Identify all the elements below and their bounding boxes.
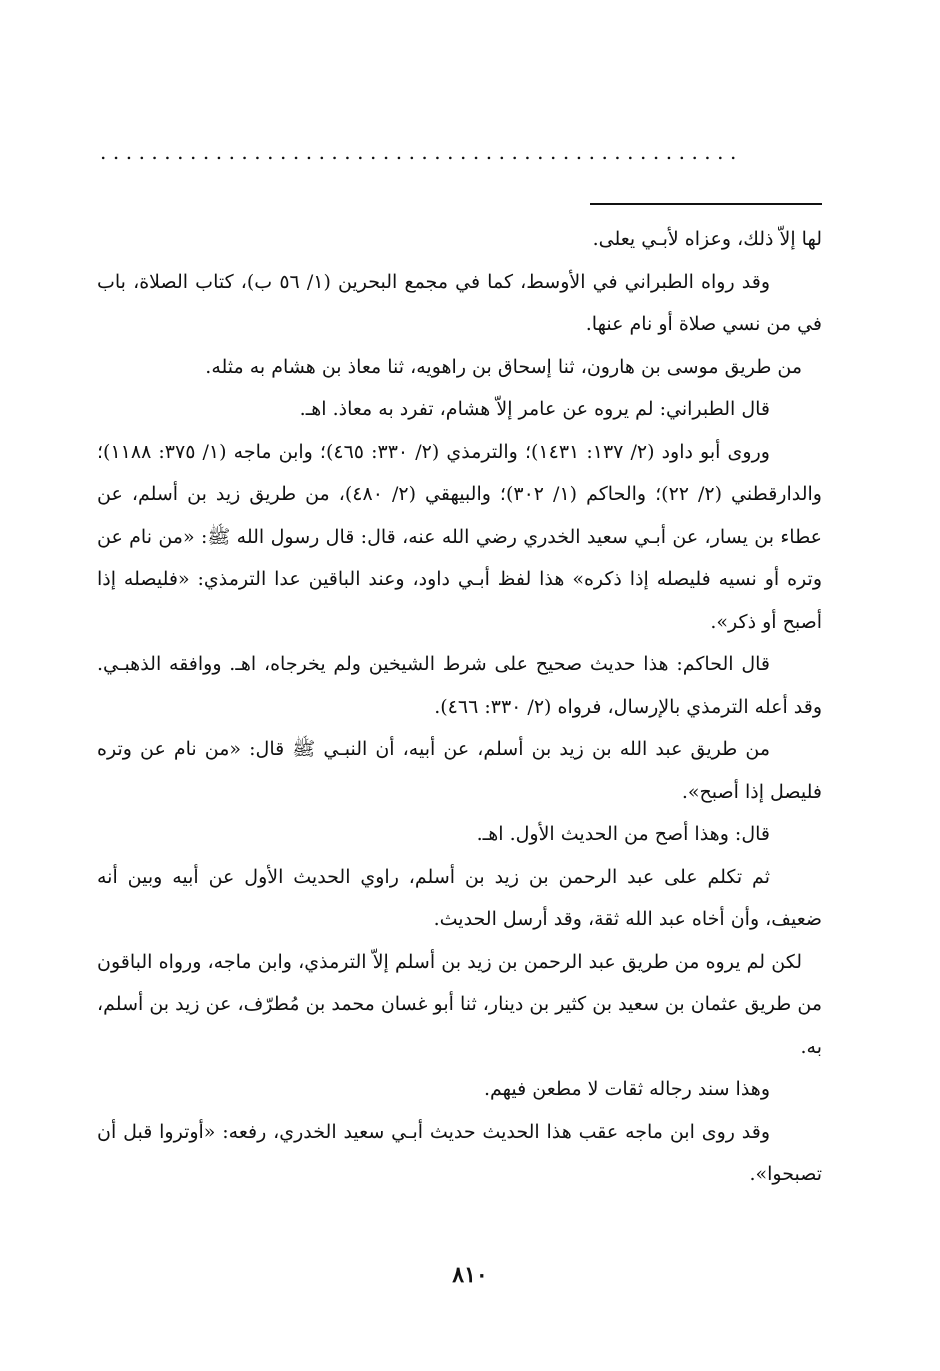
paragraph: ثم تكلم على عبد الرحمن بن زيد بن أسلم، راوي الحديث الأول عن أبيه وبين أنه ضعيف، وأن أخاه عبد الله ثقة، وقد أرسل الحديث. — [97, 865, 822, 930]
paragraph: وقد رواه الطبراني في الأوسط، كما في مجمع البحرين (١/ ٥٦ ب)، كتاب الصلاة، باب في من نسي صلاة أو نام عنها. — [97, 270, 822, 335]
paragraph: وروى أبو داود (٢/ ١٣٧: ١٤٣١)؛ والترمذي (٢/ ٣٣٠: ٤٦٥)؛ وابن ماجه (١/ ٣٧٥: ١١٨٨)؛ والدارقطني (٢/ ٢٢)؛ والحاكم (١/ ٣٠٢)؛ والبيهقي (٢/ ٤٨٠)، من طريق زيد بن أسلم، عن عطاء بن يسار، عن أبـي سعيد الخدري رضي الله عنه، قال: قال رسول الله ﷺ: «من نام عن وتره أو نسيه فليصله إذا ذكره» هذا لفظ أبـي داود، وعند الباقين عدا الترمذي: «فليصله إذا أصبح أو ذكر». — [97, 440, 822, 633]
footnote-rule — [590, 203, 822, 205]
page-number: ٨١٠ — [452, 1262, 488, 1288]
paragraph: من طريق عبد الله بن زيد بن أسلم، عن أبيه، أن النبـي ﷺ قال: «من نام عن وتره فليصل إذا أصبح». — [97, 738, 822, 803]
paragraph: قال: وهذا أصح من الحديث الأول. اهـ. — [476, 823, 770, 845]
paragraph: وقد روى ابن ماجه عقب هذا الحديث حديث أبـي سعيد الخدري، رفعه: «أوتروا قبل أن تصبحوا». — [97, 1120, 822, 1185]
paragraph: من طريق موسى بن هارون، ثنا إسحاق بن راهويه، ثنا معاذ بن هشام به مثله. — [205, 355, 802, 378]
paragraph: وهذا سند رجاله ثقات لا مطعن فيهم. — [483, 1078, 770, 1100]
dotted-separator: .................................................. — [100, 142, 743, 162]
paragraph: قال الطبراني: لم يروه عن عامر إلاّ هشام، تفرد به معاذ. اهـ. — [299, 398, 770, 420]
footnote-text — [97, 218, 822, 1196]
paragraph: قال الحاكم: هذا حديث صحيح على شرط الشيخين ولم يخرجاه، اهـ. ووافقه الذهبـي. وقد أعله الترمذي بالإرسال، فرواه (٢/ ٣٣٠: ٤٦٦). — [97, 653, 822, 718]
paragraph: لها إلاّ ذلك، وعزاه لأبـي يعلى. — [592, 228, 822, 250]
paragraph: لكن لم يروه من طريق عبد الرحمن بن زيد بن أسلم إلاّ الترمذي، وابن ماجه، ورواه الباقون من طريق عثمان بن سعيد بن كثير بن دينار، ثنا أبو غسان محمد بن مُطرّف، عن زيد بن أسلم، به. — [97, 950, 822, 1058]
